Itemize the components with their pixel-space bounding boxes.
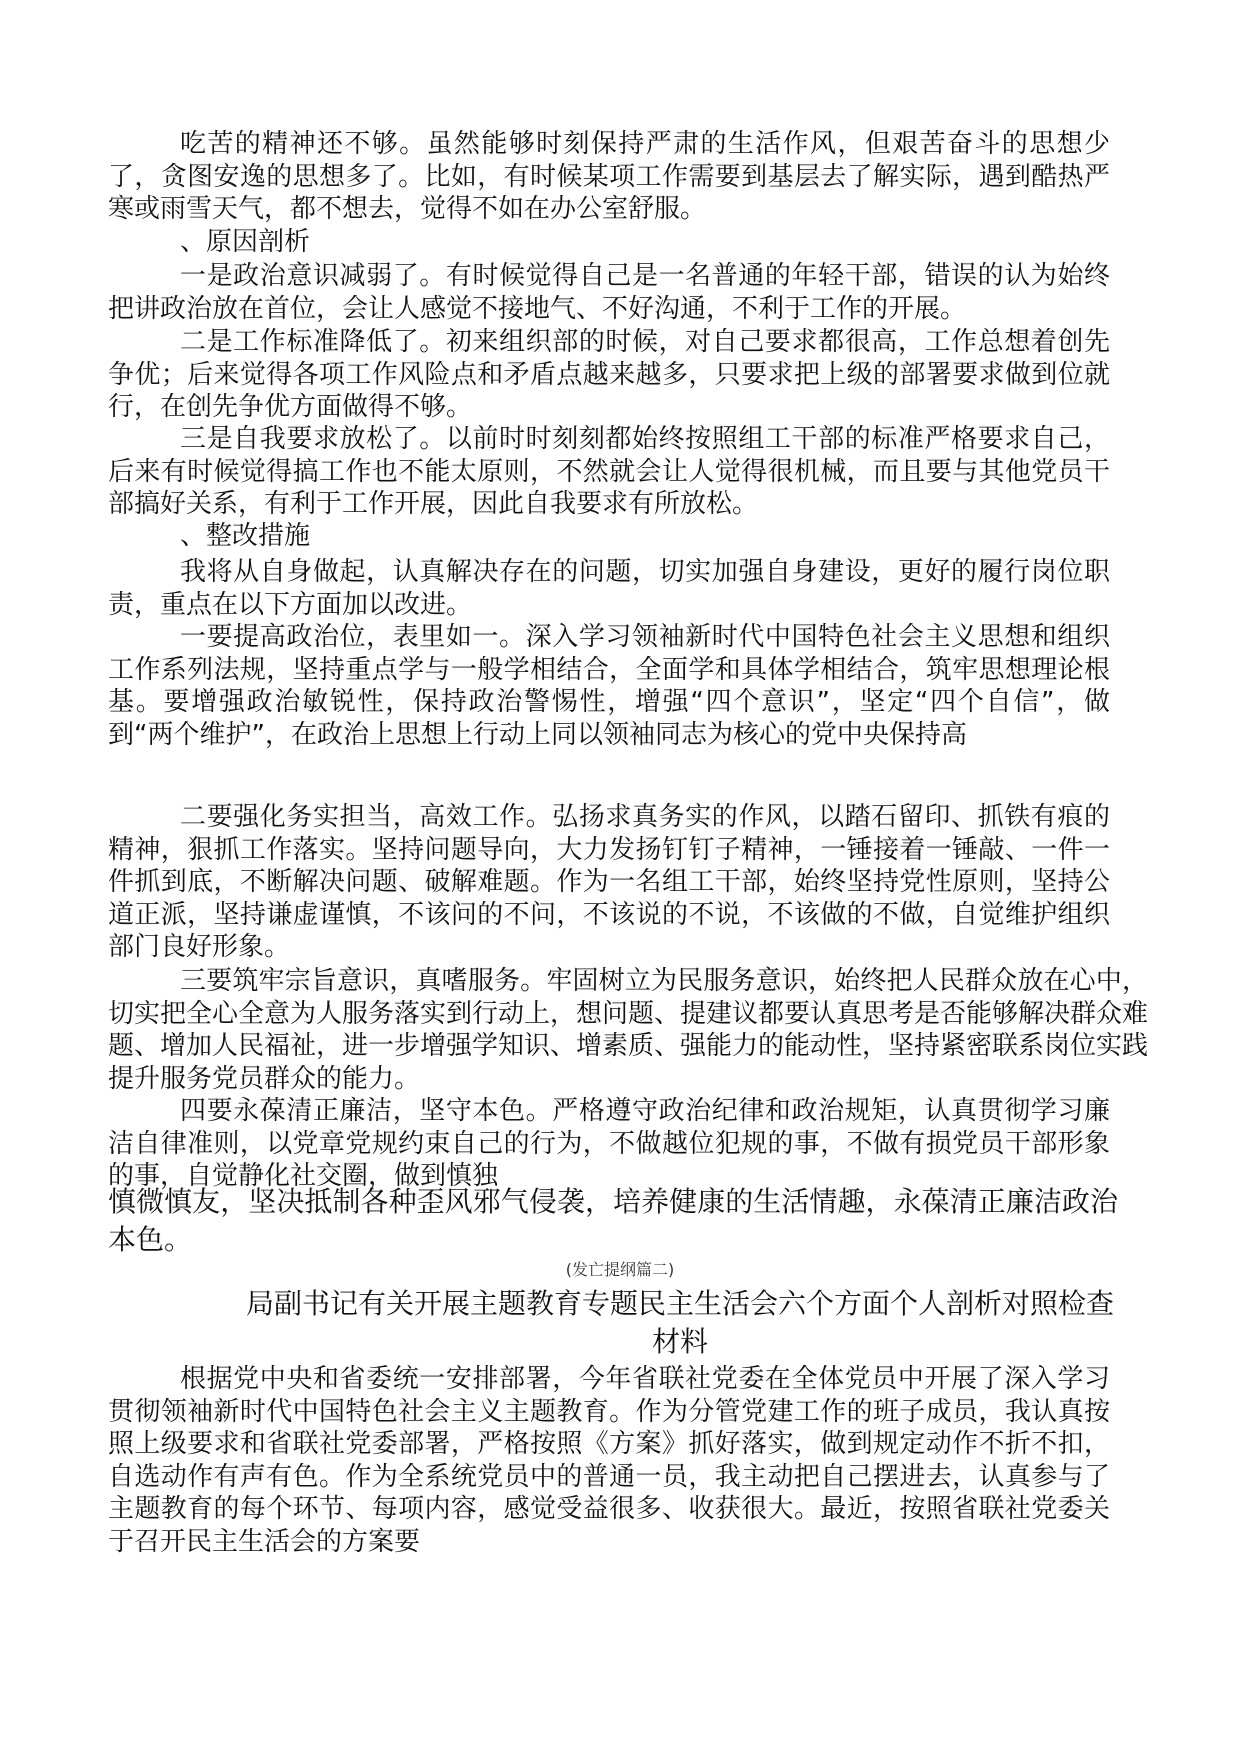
paragraph-title-intro: 根据党中央和省委统一安排部署，今年省联社党委在全体党员中开展了深入学习贯彻领袖新时代中国特色社会主义主题教育。作为分管党建工作的班子成员，我认真按照上级要求和省联社党委部署，严格按照《方案》抓好落实，做到规定动作不折不扣，自选动作有声有色。作为全系统党员中的普通一员，我主动把自己摆进去，认真参与了主题教育的每个环节、每项内容，感觉受益很多、收获很大。最近，按照省联社党委关于召开民主生活会的方案要 — [108, 1364, 1110, 1557]
section-note: (发亡提纲篇二) — [565, 1260, 675, 1279]
document-title: 局副书记有关开展主题教育专题民主生活会六个方面个人剖析对照检查材料 — [245, 1287, 1114, 1358]
paragraph-self-requirements: 三是自我要求放松了。以前时时刻刻都始终按照组工干部的标准严格要求自己，后来有时候觉得搞工作也不能太原则，不然就会让人觉得很机械，而且要与其他党员干部搞好关系，有利于工作开展，因此自我要求有所放松。 — [108, 424, 1110, 519]
paragraph-measure-one: 一要提高政治位，表里如一。深入学习领袖新时代中国特色社会主义思想和组织工作系列法规，坚持重点学与一般学相结合，全面学和具体学相结合，筑牢思想理论根基。要增强政治敏锐性，保持政治警惕性，增强“四个意识”，坚定“四个自信”，做到“两个维护”，在政治上思想上行动上同以领袖同志为核心的党中央保持高 — [108, 622, 1110, 750]
section-heading-cause-analysis: 、原因剖析 — [180, 227, 311, 257]
paragraph-measure-four-continued: 慎微慎友，坚决抵制各种歪风邪气侵袭，培养健康的生活情趣，永葆清正廉洁政治本色。 — [108, 1185, 1118, 1256]
paragraph-political-awareness: 一是政治意识减弱了。有时候觉得自己是一名普通的年轻干部，错误的认为始终把讲政治放在首位，会让人感觉不接地气、不好沟通，不利于工作的开展。 — [108, 261, 1110, 324]
section-heading-rectification: 、整改措施 — [180, 521, 311, 551]
paragraph-measure-three: 三要筑牢宗旨意识，真嗜服务。牢固树立为民服务意识，始终把人民群众放在心中，切实把全心全意为人服务落实到行动上，想问题、提建议都要认真思考是否能够解决群众难题、增加人民福祉，进一步增强学知识、增素质、强能力的能动性，坚持紧密联系岗位实践提升服务党员群众的能力。 — [108, 966, 1149, 1094]
paragraph-measure-four: 四要永葆清正廉洁，坚守本色。严格遵守政治纪律和政治规矩，认真贯彻学习廉洁自律准则，以党章党规约束自己的行为，不做越位犯规的事，不做有损党员干部形象的事，自觉静化社交圈，做到慎独 — [108, 1096, 1110, 1191]
paragraph-measure-two: 二要强化务实担当，高效工作。弘扬求真务实的作风，以踏石留印、抓铁有痕的精神，狠抓工作落实。坚持问题导向，大力发扬钉钉子精神，一锤接着一锤敲、一件一件抓到底，不断解决问题、破解难题。作为一名组工干部，始终坚持党性原则，坚持公道正派，坚持谦虚谨慎，不该问的不问，不该说的不说，不该做的不做，自觉维护组织部门良好形象。 — [108, 802, 1110, 962]
paragraph-rectification-intro: 我将从自身做起，认真解决存在的问题，切实加强自身建设，更好的履行岗位职责，重点在以下方面加以改进。 — [108, 557, 1110, 620]
paragraph-hardship: 吃苦的精神还不够。虽然能够时刻保持严肃的生活作风，但艰苦奋斗的思想少了，贪图安逸的思想多了。比如，有时候某项工作需要到基层去了解实际，遇到酷热严寒或雨雪天气，都不想去，觉得不如在办公室舒服。 — [108, 129, 1110, 224]
paragraph-work-standards: 二是工作标准降低了。初来组织部的时候，对自己要求都很高，工作总想着创先争优；后来觉得各项工作风险点和矛盾点越来越多，只要求把上级的部署要求做到位就行，在创先争优方面做得不够。 — [108, 327, 1110, 422]
